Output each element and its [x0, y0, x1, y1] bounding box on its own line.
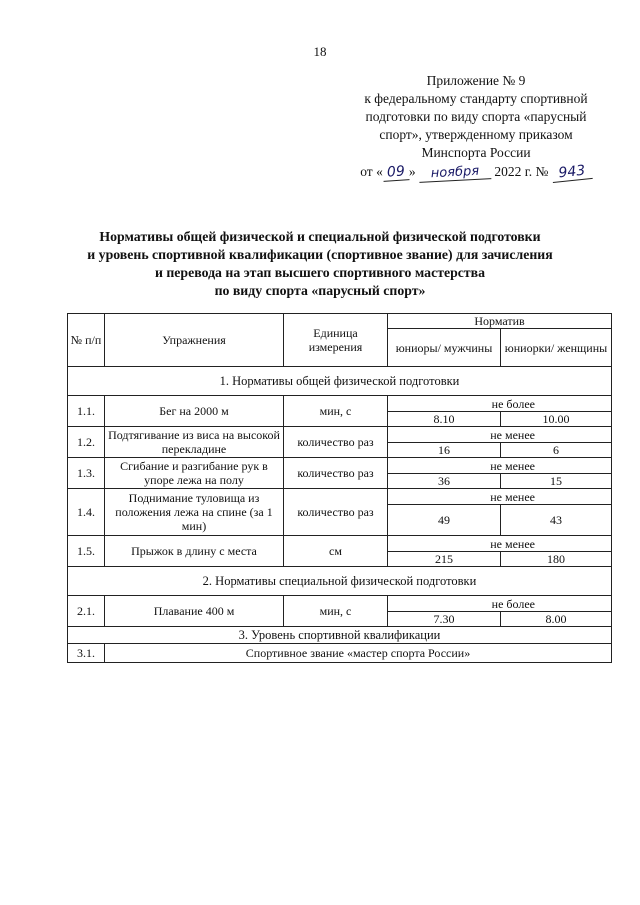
row-number: 1.2.: [68, 427, 105, 458]
row-unit: количество раз: [284, 427, 388, 458]
row-condition: не более: [388, 596, 612, 612]
qualification-row: [68, 644, 612, 663]
appendix-line-1: к федеральному стандарту спортивной: [364, 91, 588, 106]
row-condition: не более: [388, 396, 612, 412]
row-number: 1.1.: [68, 396, 105, 427]
header-juniors-men: юниоры/ мужчины: [388, 329, 501, 367]
row-exercise: Плавание 400 м: [105, 596, 284, 627]
value-women: 6: [501, 443, 612, 458]
section-row: [68, 367, 612, 396]
qualification-text: Спортивное звание «мастер спорта России»: [105, 644, 612, 663]
value-men: 16: [388, 443, 501, 458]
section-row: [68, 567, 612, 596]
value-women: 8.00: [501, 612, 612, 627]
header-row: [68, 314, 612, 329]
order-mid: »: [408, 164, 416, 179]
value-women: 43: [501, 505, 612, 536]
row-number: 3.1.: [68, 644, 105, 663]
header-exercise: Упражнения: [105, 314, 284, 367]
row-condition: не менее: [388, 458, 612, 474]
value-men: 8.10: [388, 412, 501, 427]
row-number: 1.3.: [68, 458, 105, 489]
header-no: № п/п: [68, 314, 105, 367]
handwritten-day: 09: [382, 164, 409, 182]
row-exercise: Сгибание и разгибание рук в упоре лежа на полу: [105, 458, 284, 489]
section-title: 2. Нормативы специальной физической подготовки: [68, 567, 612, 596]
row-number: 2.1.: [68, 596, 105, 627]
value-men: 7.30: [388, 612, 501, 627]
appendix-line-3: спорт», утвержденному приказом: [379, 127, 573, 142]
appendix-line-2: подготовки по виду спорта «парусный: [365, 109, 587, 124]
header-juniors-women: юниорки/ женщины: [501, 329, 612, 367]
row-exercise: Прыжок в длину с места: [105, 536, 284, 567]
table-row: [68, 596, 612, 612]
order-prefix: от «: [360, 164, 383, 179]
table-row: [68, 396, 612, 412]
row-exercise: Подтягивание из виса на высокой перекладине: [105, 427, 284, 458]
row-number: 1.5.: [68, 536, 105, 567]
appendix-line-4: Минспорта России: [421, 145, 531, 160]
order-reference: [360, 163, 592, 181]
appendix-title: Приложение № 9: [426, 73, 526, 88]
row-exercise: Поднимание туловища из положения лежа на спине (за 1 мин): [105, 489, 284, 536]
row-unit: количество раз: [284, 458, 388, 489]
table-row: [68, 427, 612, 443]
norms-table: [67, 313, 612, 663]
value-women: 180: [501, 552, 612, 567]
row-unit: количество раз: [284, 489, 388, 536]
title-line-2: и уровень спортивной квалификации (спортивное звание) для зачисления: [87, 247, 553, 262]
header-norm: Норматив: [388, 314, 612, 329]
row-unit: мин, с: [284, 596, 388, 627]
section-row: [68, 627, 612, 644]
title-line-3: и перевода на этап высшего спортивного мастерства: [154, 265, 486, 280]
page-number: 18: [313, 44, 327, 59]
table-row: [68, 489, 612, 505]
value-women: 10.00: [501, 412, 612, 427]
row-condition: не менее: [388, 427, 612, 443]
value-men: 49: [388, 505, 501, 536]
value-men: 215: [388, 552, 501, 567]
document-title: [60, 228, 580, 300]
row-condition: не менее: [388, 536, 612, 552]
value-women: 15: [501, 474, 612, 489]
order-year: 2022 г. №: [494, 164, 549, 179]
handwritten-order-number: 943: [551, 163, 592, 183]
title-line-4: по виду спорта «парусный спорт»: [214, 283, 426, 298]
row-unit: см: [284, 536, 388, 567]
appendix-block: [346, 72, 606, 181]
row-condition: не менее: [388, 489, 612, 505]
row-number: 1.4.: [68, 489, 105, 536]
header-unit: Единица измерения: [284, 314, 388, 367]
row-exercise: Бег на 2000 м: [105, 396, 284, 427]
handwritten-month: ноября: [419, 163, 492, 183]
section-title: 3. Уровень спортивной квалификации: [68, 627, 612, 644]
title-line-1: Нормативы общей физической и специальной физической подготовки: [99, 229, 541, 244]
value-men: 36: [388, 474, 501, 489]
table-row: [68, 458, 612, 474]
section-title: 1. Нормативы общей физической подготовки: [68, 367, 612, 396]
table-row: [68, 536, 612, 552]
row-unit: мин, с: [284, 396, 388, 427]
